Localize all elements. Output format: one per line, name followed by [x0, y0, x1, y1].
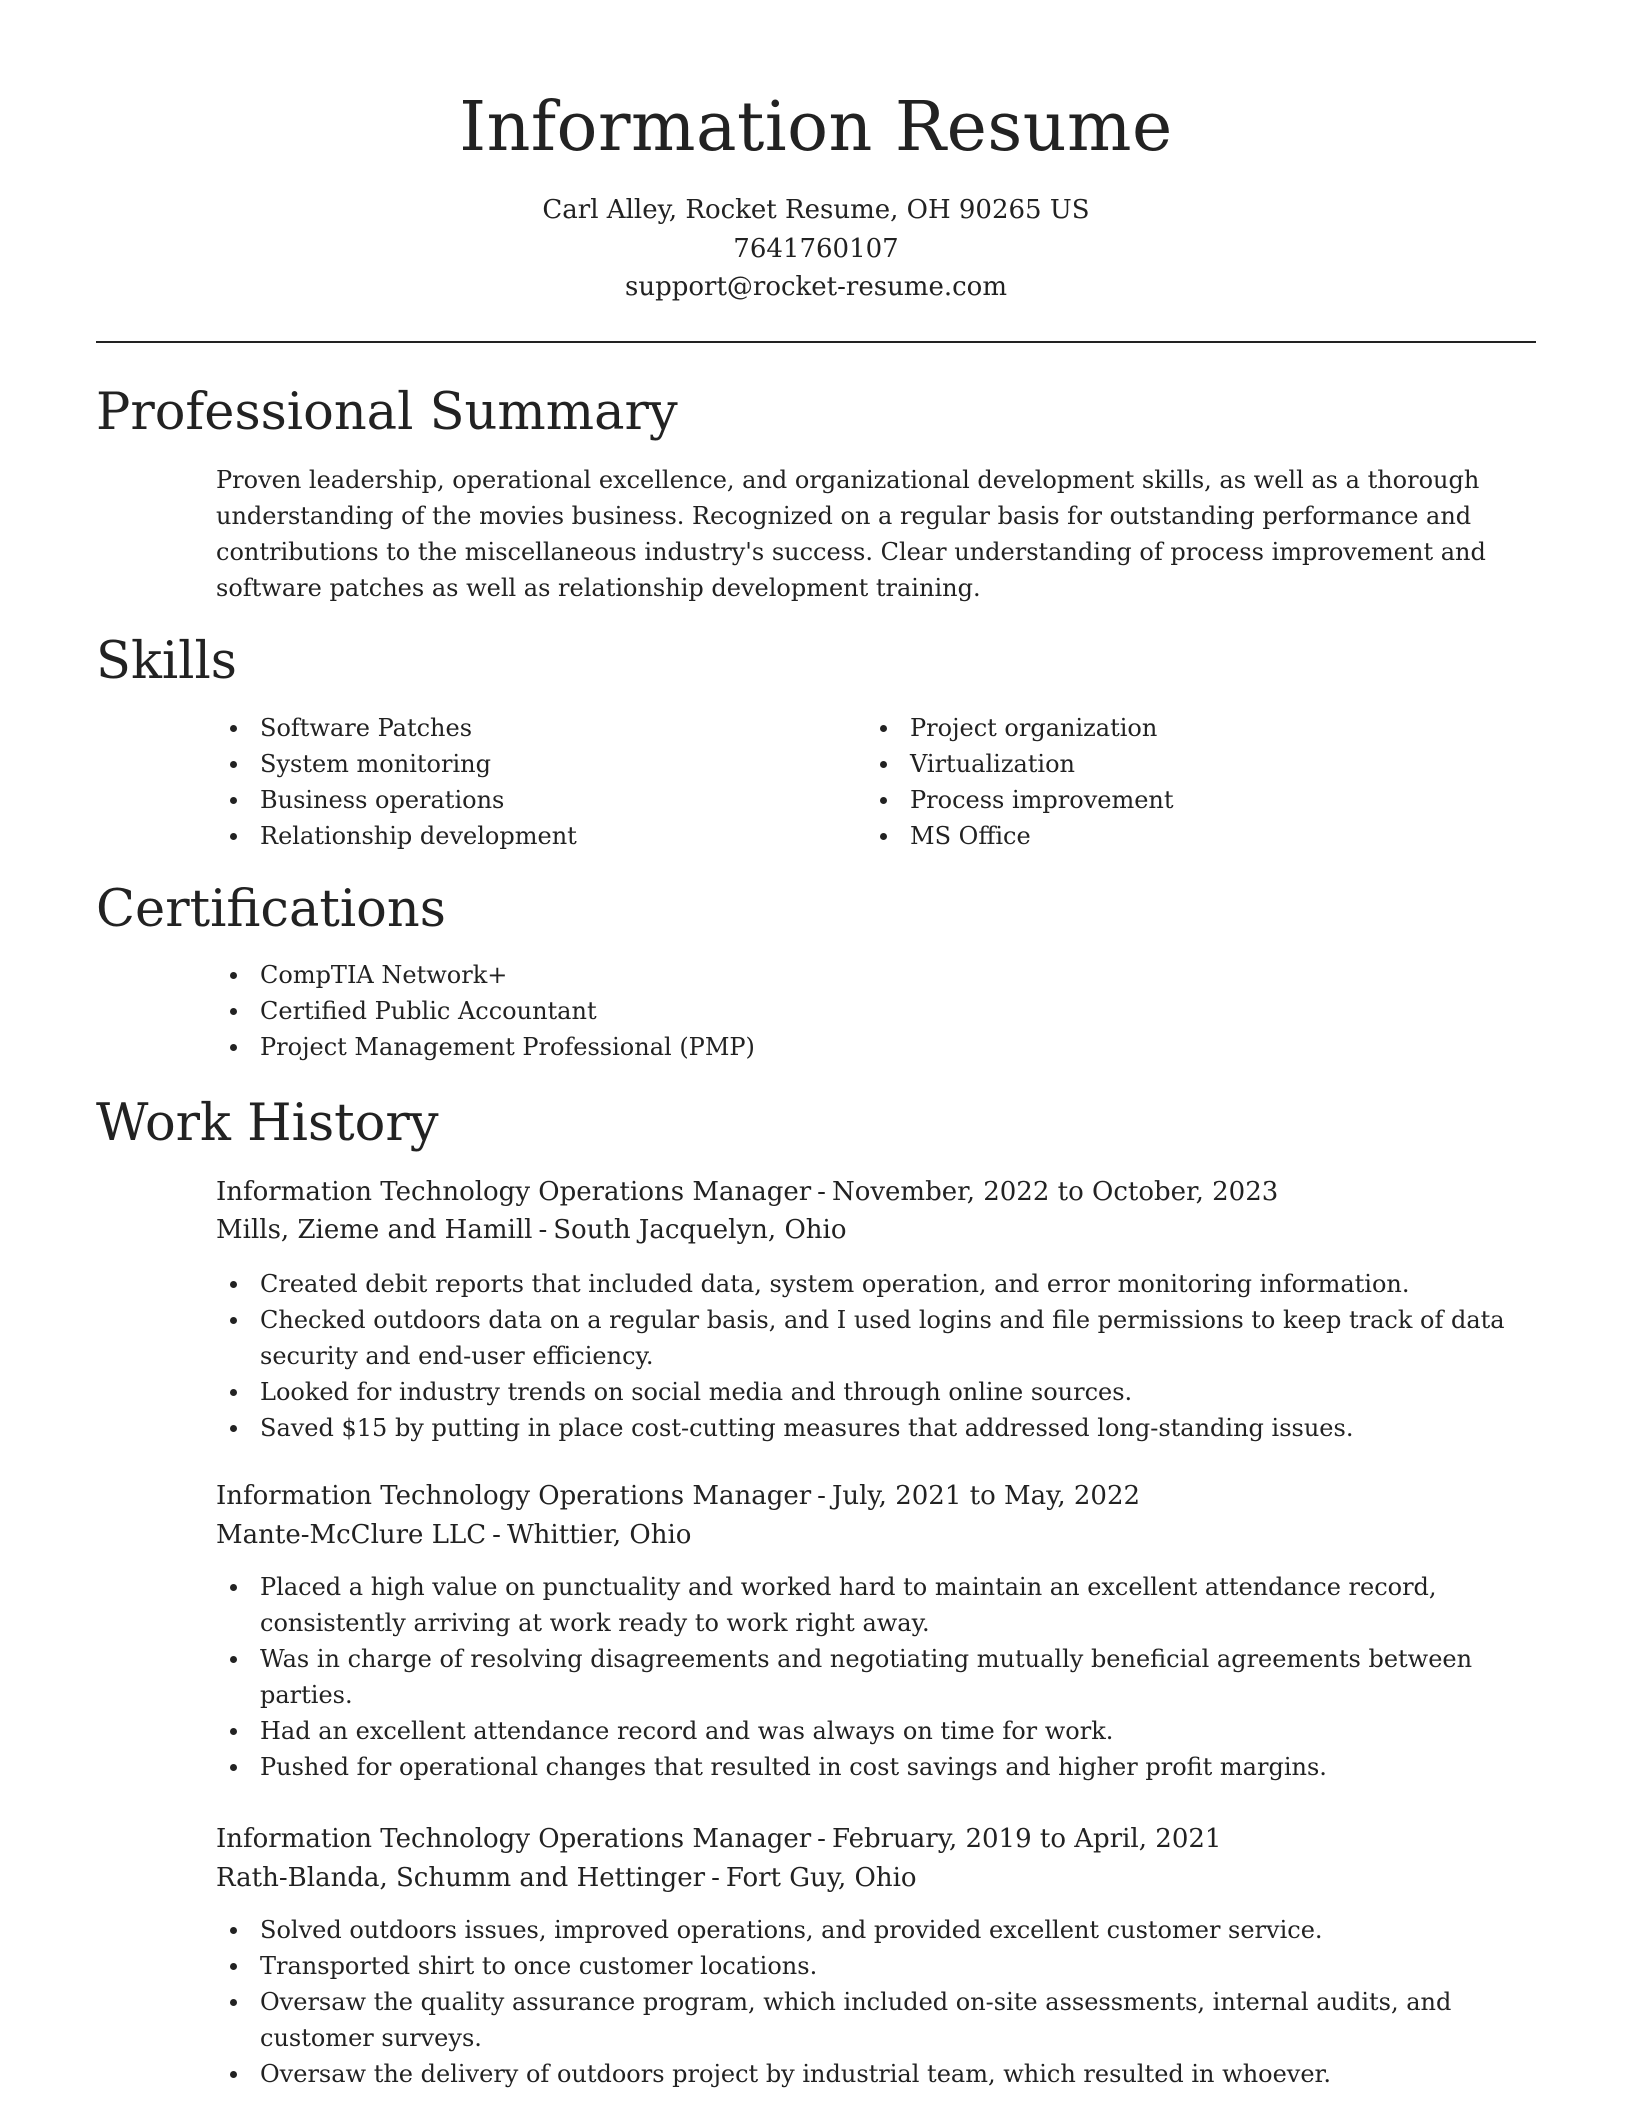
separator: -: [538, 1215, 548, 1245]
job-bullets: [216, 1912, 1546, 2092]
job-bullet: Had an excellent attendance record and was always on time for work.: [216, 1713, 1546, 1749]
job-dates: July, 2021 to May, 2022: [831, 1481, 1141, 1511]
resume-title: Information Resume: [459, 88, 1173, 167]
skill-item: Relationship development: [216, 818, 856, 854]
job-bullets: [216, 1266, 1546, 1446]
work-history-heading: Work History: [96, 1094, 439, 1153]
job-bullets: [216, 1569, 1546, 1785]
job-role: Information Technology Operations Manager: [216, 1481, 812, 1511]
job-bullet: Created debit reports that included data, system operation, and error monitoring information.: [216, 1266, 1546, 1302]
certification-item: Project Management Professional (PMP): [216, 1029, 1536, 1065]
separator: -: [817, 1824, 826, 1854]
job-dates: February, 2019 to April, 2021: [831, 1824, 1222, 1854]
job-bullet: Saved $15 by putting in place cost-cutting measures that addressed long-standing issues.: [216, 1410, 1546, 1446]
skill-item: Virtualization: [866, 746, 1506, 782]
skills-list-left: [216, 710, 856, 854]
skill-item: System monitoring: [216, 746, 856, 782]
job-company: Mills, Zieme and Hamill: [216, 1215, 533, 1245]
job-bullet: Oversaw the delivery of outdoors project by industrial team, which resulted in whoever.: [216, 2056, 1546, 2092]
certifications-heading: Certifications: [96, 880, 446, 939]
job-role: Information Technology Operations Manager: [216, 1824, 812, 1854]
separator: -: [492, 1520, 501, 1550]
job-bullet: Looked for industry trends on social media and through online sources.: [216, 1374, 1546, 1410]
summary-text: Proven leadership, operational excellence, and organizational development skills, as well as a thorough understanding of the movies business. Recognized on a regular basis for outstanding performance and contributions to the miscellaneous industry's success. Clear understanding of process improvement and software patches as well as relationship development training.: [216, 466, 1486, 602]
skill-item: Process improvement: [866, 782, 1506, 818]
job-bullet: Oversaw the quality assurance program, which included on-site assessments, internal audits, and customer surveys.: [216, 1984, 1546, 2056]
job-title-line: [216, 1820, 1536, 1858]
job-location: Whittier, Ohio: [506, 1520, 692, 1550]
job-dates: November, 2022 to October, 2023: [831, 1177, 1279, 1207]
job-location: South Jacquelyn, Ohio: [553, 1215, 847, 1245]
summary-heading: Professional Summary: [96, 383, 678, 442]
job-company-line: [216, 1211, 1536, 1249]
certifications-list: [216, 957, 1536, 1065]
skill-item: Software Patches: [216, 710, 856, 746]
contact-phone: 7641760107: [733, 234, 899, 264]
job-bullet: Transported shirt to once customer locations.: [216, 1948, 1546, 1984]
job-company-line: [216, 1859, 1536, 1897]
job-title-line: [216, 1173, 1536, 1211]
contact-email: support@rocket-resume.com: [624, 272, 1007, 302]
job-bullet: Was in charge of resolving disagreements and negotiating mutually beneficial agreements between parties.: [216, 1641, 1546, 1713]
job-title-line: [216, 1477, 1536, 1515]
contact-address: Carl Alley, Rocket Resume, OH 90265 US: [542, 195, 1090, 225]
job-bullet: Placed a high value on punctuality and worked hard to maintain an excellent attendance record, consistently arriving at work ready to work right away.: [216, 1569, 1546, 1641]
job-company-line: [216, 1516, 1536, 1554]
job-bullet: Pushed for operational changes that resulted in cost savings and higher profit margins.: [216, 1749, 1546, 1785]
separator: -: [711, 1863, 720, 1893]
job-bullet: Solved outdoors issues, improved operations, and provided excellent customer service.: [216, 1912, 1546, 1948]
skills-heading: Skills: [96, 632, 237, 691]
skill-item: Project organization: [866, 710, 1506, 746]
skill-item: Business operations: [216, 782, 856, 818]
job-location: Fort Guy, Ohio: [725, 1863, 917, 1893]
separator: -: [817, 1177, 826, 1207]
job-role: Information Technology Operations Manager: [216, 1177, 812, 1207]
separator: -: [817, 1481, 826, 1511]
header-divider: [96, 341, 1536, 343]
certification-item: CompTIA Network+: [216, 957, 1536, 993]
job-company: Mante-McClure LLC: [216, 1520, 487, 1550]
job-bullet: Checked outdoors data on a regular basis, and I used logins and file permissions to keep track of data security and end-user efficiency.: [216, 1302, 1546, 1374]
certification-item: Certified Public Accountant: [216, 993, 1536, 1029]
job-company: Rath-Blanda, Schumm and Hettinger: [216, 1863, 706, 1893]
skills-list-right: [866, 710, 1506, 854]
skill-item: MS Office: [866, 818, 1506, 854]
